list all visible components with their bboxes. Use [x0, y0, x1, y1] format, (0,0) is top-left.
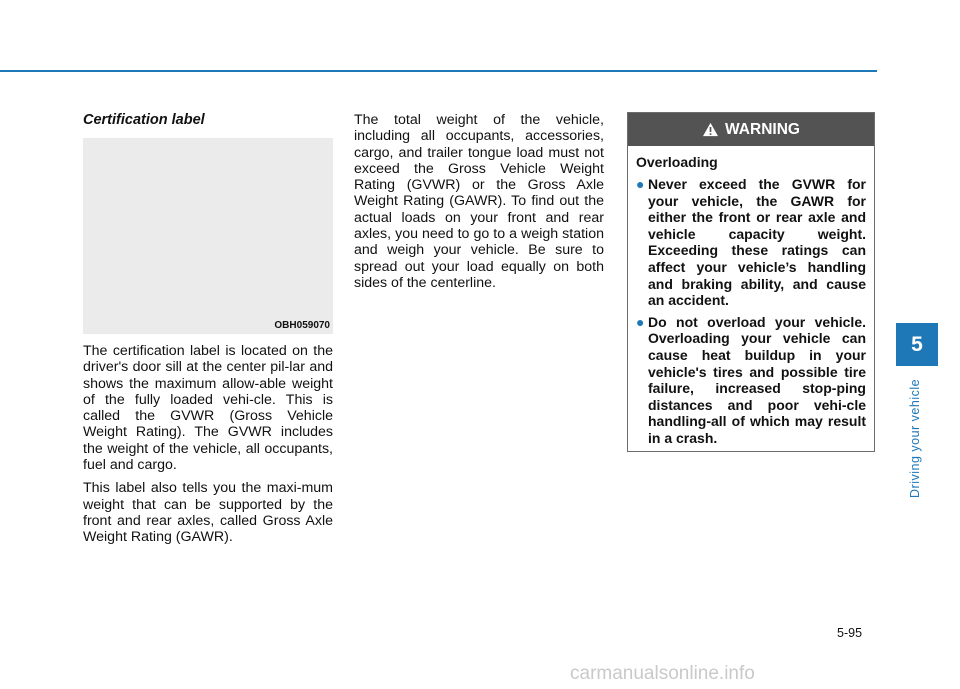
- chapter-side-label: Driving your vehicle: [908, 378, 922, 498]
- warning-item-text: Never exceed the GVWR for your vehicle, the GAWR for either the front or rear axle and vehicle capacity weight. Exceeding these ratings can affect your vehicle’s handling and braking ability, and cause an accident.: [648, 176, 866, 309]
- bullet-dot-icon: ●: [636, 313, 645, 330]
- warning-item: [636, 314, 866, 447]
- figure-code: OBH059070: [274, 320, 330, 331]
- warning-header: [628, 113, 874, 146]
- warning-title: WARNING: [725, 120, 800, 138]
- warning-box: [627, 112, 875, 452]
- warning-item-text: Do not overload your vehicle. Overloading your vehicle can cause heat buildup in your vehicle's tires and possible tire failure, increased stop-ping distances and poor vehi-cle handling-all of which may result in a crash.: [648, 313, 866, 446]
- warning-body: [628, 146, 874, 447]
- header-rule: [0, 70, 877, 72]
- watermark: carmanualsonline.info: [570, 663, 755, 684]
- warning-item: [636, 176, 866, 309]
- chapter-tab: 5: [896, 323, 938, 366]
- paragraph: The certification label is located on the driver's door sill at the center pil-lar and shows the maximum allow-able weight of the fully loaded vehi-cle. This is called the GVWR (Gross Vehicle Weight Rating). The GVWR includes the weight of the vehicle, all occupants, fuel and cargo.: [83, 343, 333, 474]
- bullet-dot-icon: ●: [636, 176, 645, 192]
- paragraph: This label also tells you the maxi-mum weight that can be supported by the front and rear axles, called Gross Axle Weight Rating (GAWR).: [83, 480, 333, 546]
- warning-triangle-icon: [702, 122, 719, 137]
- warning-list: [636, 176, 866, 447]
- paragraph: The total weight of the vehicle, including all occupants, accessories, cargo, and trailer tongue load must not exceed the Gross Vehicle Weight Rating (GVWR) or the Gross Axle Weight Rating (GAWR). To find out the actual loads on your front and rear axles, you need to go to a weigh station and weigh your vehicle. Be sure to spread out your load equally on both sides of the centerline.: [354, 112, 604, 291]
- certification-label-photo: [83, 138, 333, 334]
- page-number: 5-95: [837, 626, 863, 640]
- warning-heading: Overloading: [636, 154, 718, 170]
- column-2-text: [354, 112, 604, 298]
- column-1-text: [83, 343, 333, 553]
- section-title: Certification label: [83, 112, 205, 128]
